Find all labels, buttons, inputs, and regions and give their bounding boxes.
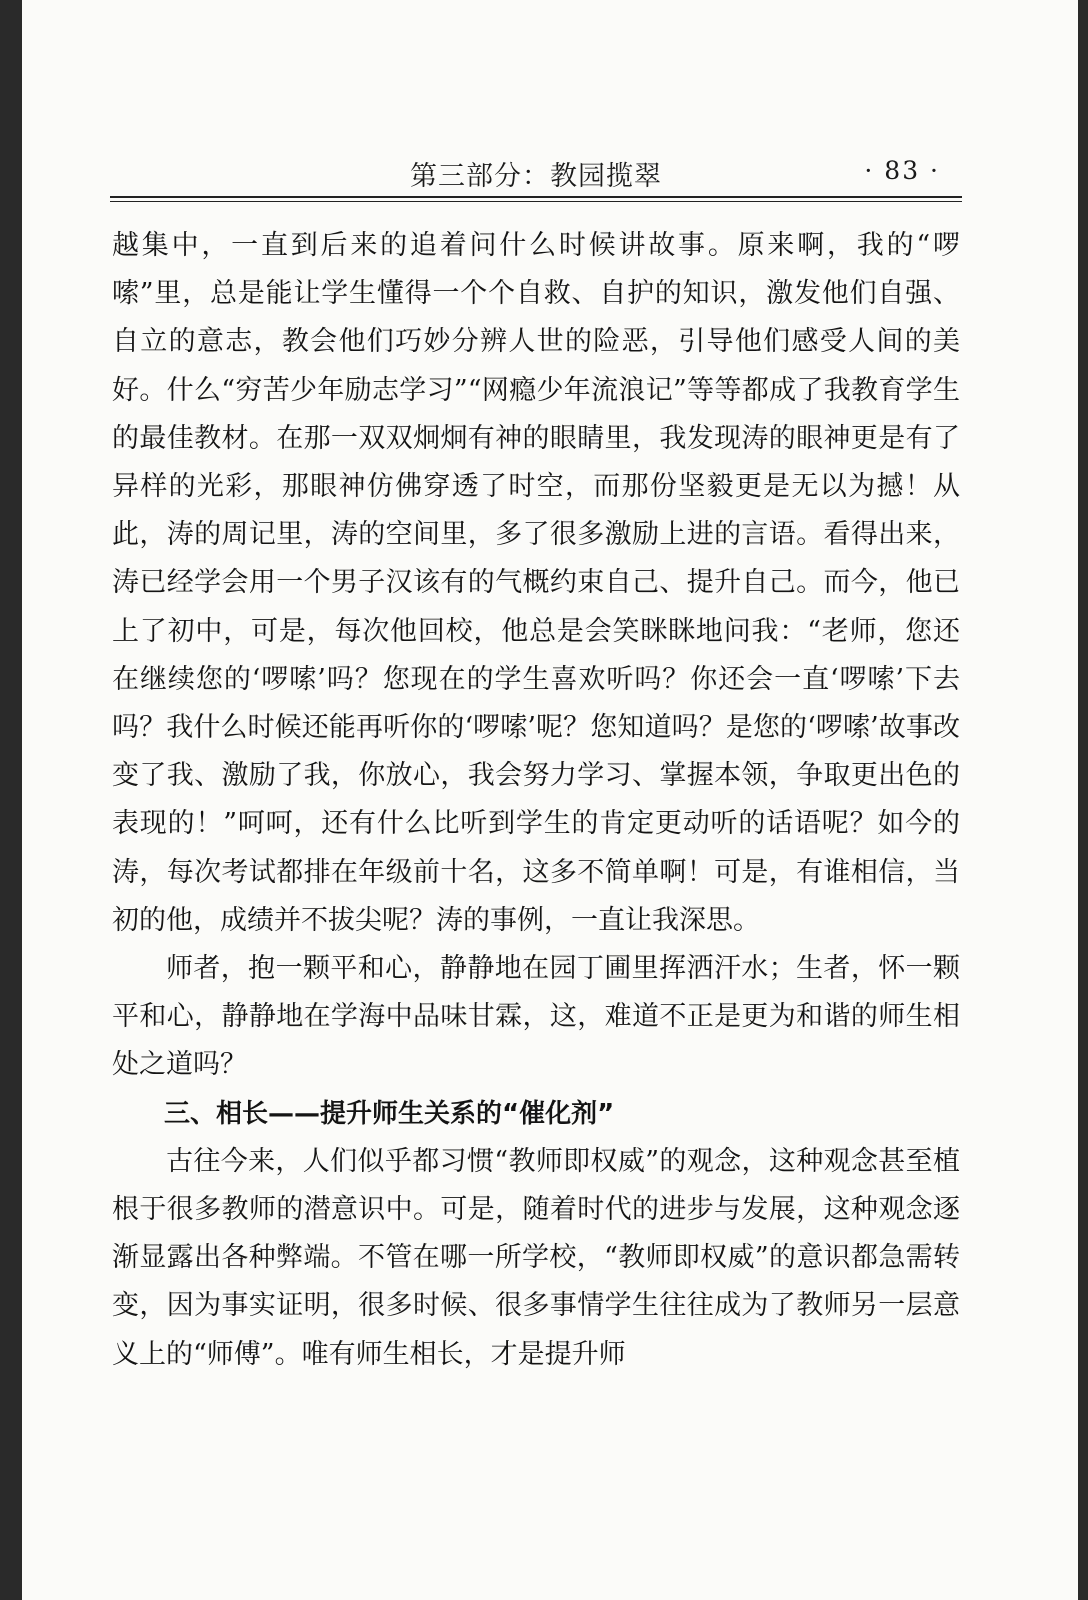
section-heading: 三、相长——提升师生关系的“催化剂”	[164, 1098, 615, 1129]
running-header	[110, 148, 962, 200]
page-number: · 83 ·	[864, 156, 940, 185]
body-text	[112, 222, 960, 1379]
paragraph-continued: 越集中，一直到后来的追着问什么时候讲故事。原来啊，我的“啰嗦”里，总是能让学生懂得一个个自救、自护的知识，激发他们自强、自立的意志，教会他们巧妙分辨人世的险恶，引导他们感受人间的美好。什么“穷苦少年励志学习”“网瘾少年流浪记”等等都成了我教育学生的最佳教材。在那一双双炯炯有神的眼睛里，我发现涛的眼神更是有了异样的光彩，那眼神仿佛穿透了时空，而那份坚毅更是无以为撼！从此，涛的周记里，涛的空间里，多了很多激励上进的言语。看得出来，涛已经学会用一个男子汉该有的气概约束自己、提升自己。而今，他已上了初中，可是，每次他回校，他总是会笑眯眯地问我：“老师，您还在继续您的‘啰嗦’吗？您现在的学生喜欢听吗？你还会一直‘啰嗦’下去吗？我什么时候还能再听你的‘啰嗦’呢？您知道吗？是您的‘啰嗦’故事改变了我、激励了我，你放心，我会努力学习、掌握本领，争取更出色的表现的！”呵呵，还有什么比听到学生的肯定更动听的话语呢？如今的涛，每次考试都排在年级前十名，这多不简单啊！可是，有谁相信，当初的他，成绩并不拔尖呢？涛的事例，一直让我深思。	[112, 230, 960, 936]
paragraph: 师者，抱一颗平和心，静静地在园丁圃里挥洒汗水；生者，怀一颗平和心，静静地在学海中品味甘霖，这，难道不正是更为和谐的师生相处之道吗？	[112, 953, 960, 1081]
header-rule	[110, 196, 962, 202]
header-title: 第三部分：教园揽翠	[410, 161, 662, 192]
paragraph: 古往今来，人们似乎都习惯“教师即权威”的观念，这种观念甚至植根于很多教师的潜意识中。可是，随着时代的进步与发展，这种观念逐渐显露出各种弊端。不管在哪一所学校，“教师即权威”的意识都急需转变，因为事实证明，很多时候、很多事情学生往往成为了教师另一层意义上的“师傅”。唯有师生相长，才是提升师	[112, 1145, 960, 1370]
